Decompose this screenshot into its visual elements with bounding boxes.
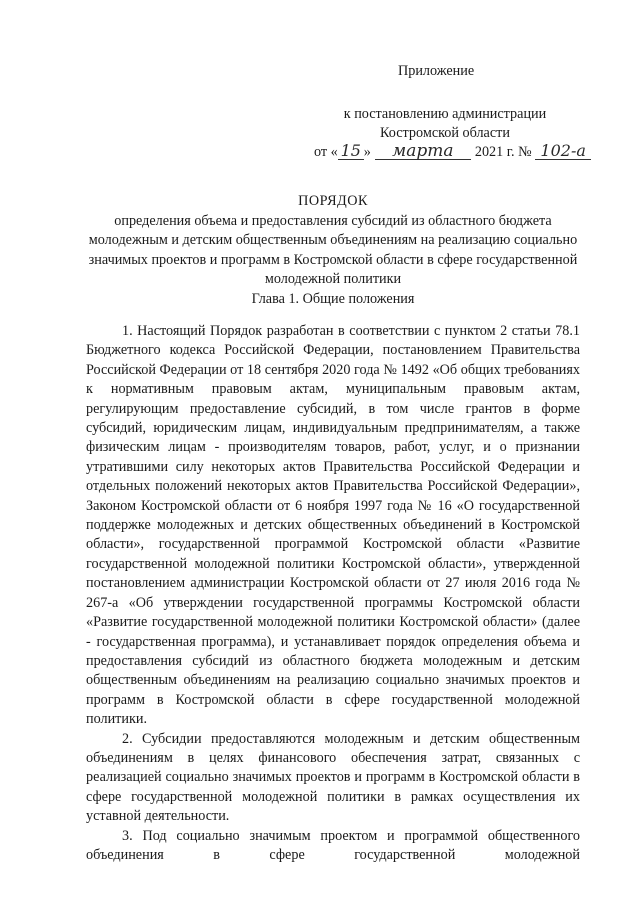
paragraph-2: 2. Субсидии предоставляются молодежным и детским общественным объединениям в целях финансового обеспечения затрат, связанных с реализацией социально значимых проектов и программ в Костромской области в сфере государственной молодежной политики в рамках осуществления их уставной деятельности. [86,730,580,825]
document-subtitle: определения объема и предоставления субсидий из областного бюджета молодежным и детским общественным объединениям на реализацию социально значимых проектов и программ в Костромской области в сфере государственной молодежной политики [88,212,578,288]
date-prefix: от « [314,144,338,160]
chapter-title: Глава 1. Общие положения [251,291,415,307]
appendix-date-line [300,143,590,162]
document-body [86,322,580,865]
appendix-line-2: Костромской области [380,125,510,141]
appendix-block [300,62,590,162]
paragraph-1: 1. Настоящий Порядок разработан в соответствии с пунктом 2 статьи 78.1 Бюджетного кодекса Российской Федерации, постановлением Правительства Российской Федерации от 18 сентября 2020 года № 1492 «Об общих требованиях к нормативным правовым актам, муниципальным правовым актам, регулирующим предоставление субсидий, в том числе грантов в форме субсидий, юридическим лицам, индивидуальным предпринимателям, а также физическим лицам - производителям товаров, работ, услуг, и о признании утратившими силу некоторых актов Правительства Российской Федерации и отдельных положений некоторых актов Правительства Российской Федерации», Законом Костромской области от 6 ноября 1997 года № 16 «О государственной поддержке молодежных и детских общественных объединений в Костромской области», государственной программой Костромской области «Развитие государственной молодежной политики Костромской области», утвержденной постановлением администрации Костромской области от 27 июля 2016 года № 267-а «Об утверждении государственной программы Костромской области «Развитие государственной молодежной политики Костромской области» (далее - государственная программа), и устанавливает порядок определения объема и предоставления субсидий из областного бюджета молодежным и детским общественным объединениям на реализацию социально значимых проектов и программ в Костромской области в сфере государственной молодежной политики. [86,323,580,728]
document-heading [86,192,580,290]
document-title: ПОРЯДОК [298,193,368,209]
appendix-line-1: к постановлению администрации [343,106,547,122]
handwritten-day: 15 [338,143,364,160]
date-year: 2021 г. № [474,144,532,160]
handwritten-number: 102-а [535,143,591,160]
handwritten-month: марта [375,143,471,160]
appendix-title: Приложение [398,63,475,79]
date-mid: » [363,144,371,160]
paragraph-3: 3. Под социально значимым проектом и программой общественного объединения в сфере государственной молодежной [86,827,580,863]
